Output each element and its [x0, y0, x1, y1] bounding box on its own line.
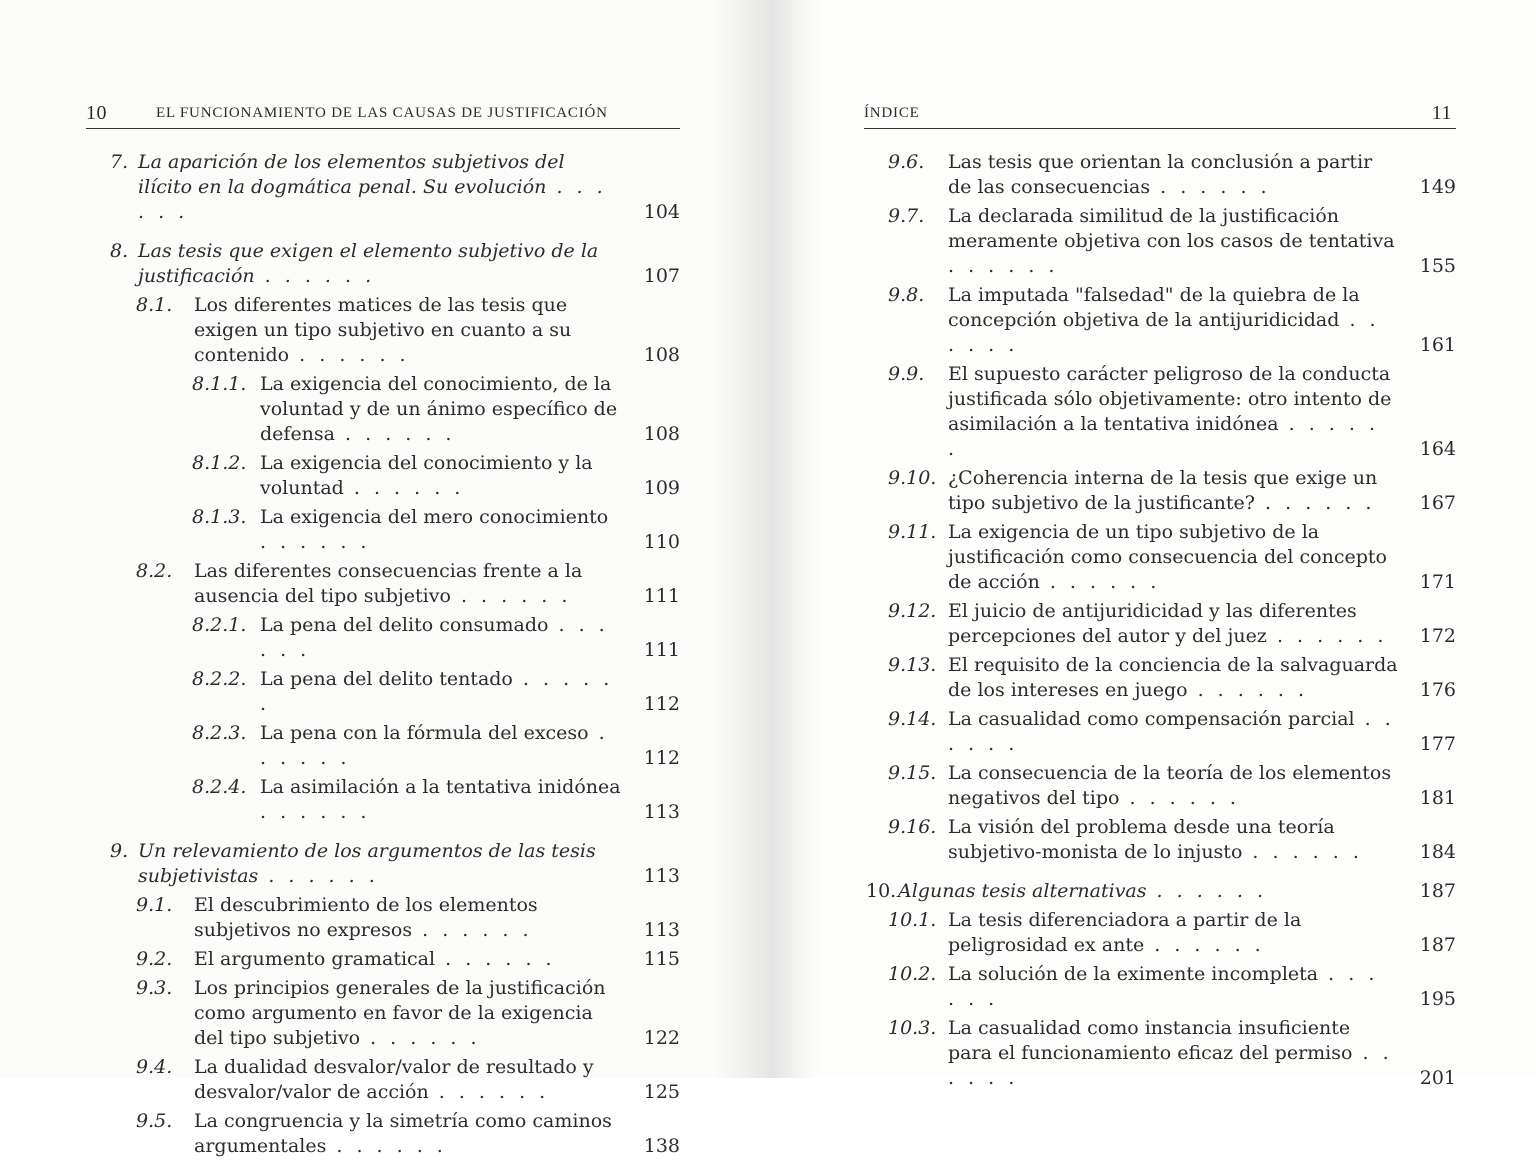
- toc-entry: [888, 466, 1456, 516]
- toc-entry: [110, 839, 680, 889]
- toc-entry-title-text: El descubrimiento de los elementos subjetivos no expresos: [194, 894, 538, 941]
- toc-page-number: 107: [643, 265, 680, 287]
- toc-entry: [888, 520, 1456, 595]
- toc-entry-title-text: La dualidad desvalor/valor de resultado y desvalor/valor de acción: [194, 1056, 594, 1103]
- toc-entry-title: [194, 293, 680, 368]
- toc-leader-dots: . . . . . .: [254, 265, 376, 287]
- toc-entry: [110, 451, 680, 501]
- toc-entry-number: 8.2.3.: [192, 722, 247, 744]
- toc-entry-title-text: ¿Coherencia interna de la tesis que exige un tipo subjetivo de la justificante?: [948, 467, 1378, 514]
- toc-page-number: 181: [1419, 787, 1456, 809]
- toc-leader-dots: . . . . . .: [260, 722, 609, 769]
- toc-entry-title-text: Las tesis que exigen el elemento subjetivo de la justificación: [138, 240, 599, 287]
- toc-entry-title-text: La declarada similitud de la justificación meramente objetiva con los casos de tentativa: [948, 205, 1395, 252]
- toc-page-number: 113: [643, 919, 680, 941]
- toc-page-number: 184: [1419, 841, 1456, 863]
- toc-page-number: 108: [643, 423, 680, 445]
- toc-page-number: 113: [643, 801, 680, 823]
- toc-entry-title: [948, 761, 1456, 811]
- toc-leader-dots: . . . . . .: [260, 801, 371, 823]
- toc-entry-number: 8.1.1.: [192, 373, 247, 395]
- toc-page-number: 177: [1419, 733, 1456, 755]
- toc-page-number: 187: [1419, 934, 1456, 956]
- toc-entry-title-text: La exigencia de un tipo subjetivo de la justificación como consecuencia del concepto de acción: [948, 521, 1387, 593]
- toc-entry: [888, 362, 1456, 462]
- toc-entry: [110, 372, 680, 447]
- toc-entry: [888, 204, 1456, 279]
- toc-entry-title: [948, 466, 1456, 516]
- toc-entry-title-text: La visión del problema desde una teoría subjetivo-monista de lo injusto: [948, 816, 1335, 863]
- toc-entry-title-text: La asimilación a la tentativa inidónea: [260, 776, 621, 798]
- toc-entry-number: 10.1.: [888, 909, 937, 931]
- toc-entry-title: [948, 815, 1456, 865]
- toc-page-number: 111: [643, 639, 680, 661]
- toc-entry: [888, 815, 1456, 865]
- toc-entry: [110, 239, 680, 289]
- toc-entry-number: 9.: [110, 840, 129, 862]
- toc-entry-title-text: El requisito de la conciencia de la salvaguarda de los intereses en juego: [948, 654, 1398, 701]
- toc-entry-title-text: Un relevamiento de los argumentos de las tesis subjetivistas: [138, 840, 596, 887]
- toc-leader-dots: . . . . . .: [1039, 571, 1161, 593]
- toc-page-number: 112: [643, 747, 680, 769]
- toc-entry-number: 9.15.: [888, 762, 937, 784]
- toc-leader-dots: . . . . . .: [335, 423, 456, 445]
- toc-entry-number: 9.6.: [888, 151, 925, 173]
- toc-entry-number: 9.13.: [888, 654, 937, 676]
- right-running-title: ÍNDICE: [864, 105, 920, 121]
- toc-entry-title-text: Las diferentes consecuencias frente a la ausencia del tipo subjetivo: [194, 560, 583, 607]
- toc-page-number: 122: [643, 1027, 680, 1049]
- left-running-title: EL FUNCIONAMIENTO DE LAS CAUSAS DE JUSTIFICACIÓN: [156, 105, 608, 121]
- toc-leader-dots: . . . . . .: [435, 948, 556, 970]
- toc-entry-number: 10.2.: [888, 963, 937, 985]
- toc-entry-number: 9.10.: [888, 467, 937, 489]
- toc-entry-title: [194, 976, 680, 1051]
- toc-page-number: 164: [1419, 438, 1456, 460]
- left-page-number: 10: [86, 102, 107, 124]
- toc-entry-number: 9.14.: [888, 708, 937, 730]
- toc-entry: [888, 653, 1456, 703]
- toc-leader-dots: . . . . . .: [1146, 880, 1267, 902]
- toc-page-number: 149: [1419, 176, 1456, 198]
- toc-page-number: 110: [643, 531, 680, 553]
- toc-entry-title-text: Algunas tesis alternativas: [898, 880, 1147, 902]
- toc-entry-title: [260, 451, 680, 501]
- toc-entry-title: [138, 150, 680, 225]
- toc-entry-title-text: La consecuencia de la teoría de los elementos negativos del tipo: [948, 762, 1392, 809]
- toc-entry-title: [948, 150, 1456, 200]
- toc-leader-dots: . . . . . .: [260, 531, 371, 553]
- toc-entry-number: 10.: [866, 880, 897, 902]
- toc-entry: [888, 962, 1456, 1012]
- toc-entry-title: [194, 893, 680, 943]
- toc-entry-title-text: La pena con la fórmula del exceso: [260, 722, 589, 744]
- toc-entry-number: 9.4.: [136, 1056, 173, 1078]
- toc-entry: [110, 559, 680, 609]
- toc-leader-dots: . . . . . .: [260, 668, 614, 715]
- toc-entry-title: [260, 505, 680, 555]
- toc-entry: [110, 976, 680, 1051]
- toc-page-number: 125: [643, 1081, 680, 1103]
- toc-entry-title-text: Los principios generales de la justificación como argumento en favor de la exigencia del tipo subjetivo: [194, 977, 606, 1049]
- toc-leader-dots: . . . . . .: [1150, 176, 1271, 198]
- toc-entry-title-text: La tesis diferenciadora a partir de la peligrosidad ex ante: [948, 909, 1302, 956]
- toc-entry: [888, 707, 1456, 757]
- toc-leader-dots: . . . . . .: [948, 1042, 1393, 1089]
- toc-entry-title: [194, 1109, 680, 1159]
- toc-leader-dots: . . . . . .: [948, 255, 1059, 277]
- toc-entry-title-text: La congruencia y la simetría como caminos argumentales: [194, 1110, 612, 1157]
- toc-entry-title-text: La pena del delito tentado: [260, 668, 513, 690]
- toc-entry-number: 9.2.: [136, 948, 173, 970]
- toc-entry-title: [260, 721, 680, 771]
- toc-entry-title-text: El argumento gramatical: [194, 948, 436, 970]
- toc-page-number: 172: [1419, 625, 1456, 647]
- toc-leader-dots: . . . . . .: [260, 614, 609, 661]
- toc-entry-number: 9.7.: [888, 205, 925, 227]
- toc-entry-title: [194, 1055, 680, 1105]
- left-page: [0, 0, 760, 1157]
- toc-leader-dots: . . . . . .: [450, 585, 572, 607]
- toc-entry-title: [138, 239, 680, 289]
- toc-leader-dots: . . . . . .: [948, 708, 1395, 755]
- toc-page-number: 167: [1419, 492, 1456, 514]
- toc-entry-title: [138, 839, 680, 889]
- toc-entry-number: 9.8.: [888, 284, 925, 306]
- toc-leader-dots: . . . . . .: [138, 176, 607, 223]
- left-toc-list: [110, 150, 680, 1163]
- toc-page-number: 115: [643, 948, 680, 970]
- toc-leader-dots: . . . . . .: [360, 1027, 481, 1049]
- toc-leader-dots: . . . . . .: [1144, 934, 1265, 956]
- toc-page-number: 138: [643, 1135, 680, 1157]
- toc-page-number: 176: [1419, 679, 1456, 701]
- toc-leader-dots: . . . . . .: [948, 413, 1379, 460]
- toc-entry-number: 9.11.: [888, 521, 937, 543]
- right-page: [760, 0, 1536, 1089]
- toc-page-number: 187: [1419, 880, 1456, 902]
- toc-entry-number: 8.2.: [136, 560, 173, 582]
- toc-entry-title: [948, 204, 1456, 279]
- toc-entry: [110, 893, 680, 943]
- toc-entry-title-text: La exigencia del mero conocimiento: [260, 506, 609, 528]
- toc-entry-title: [948, 520, 1456, 595]
- toc-leader-dots: . . . . . .: [1242, 841, 1363, 863]
- toc-entry: [110, 721, 680, 771]
- toc-entry-title-text: La imputada "falsedad" de la quiebra de la concepción objetiva de la antijuridicidad: [948, 284, 1360, 331]
- toc-leader-dots: . . . . . .: [258, 865, 379, 887]
- toc-entry-title-text: El juicio de antijuridicidad y las diferentes percepciones del autor y del juez: [948, 600, 1357, 647]
- toc-entry-title: [260, 667, 680, 717]
- toc-entry: [888, 283, 1456, 358]
- toc-leader-dots: . . . . . .: [412, 919, 533, 941]
- toc-entry-number: 8.: [110, 240, 129, 262]
- toc-entry-title: [948, 362, 1456, 462]
- toc-entry-number: 8.1.3.: [192, 506, 247, 528]
- toc-entry-number: 8.2.2.: [192, 668, 247, 690]
- toc-entry: [110, 613, 680, 663]
- toc-entry-number: 8.1.: [136, 294, 173, 316]
- toc-page-number: 161: [1419, 334, 1456, 356]
- toc-leader-dots: . . . . . .: [948, 963, 1379, 1010]
- toc-entry-number: 9.12.: [888, 600, 937, 622]
- toc-entry-title: [260, 775, 680, 825]
- toc-leader-dots: . . . . . .: [289, 344, 410, 366]
- toc-entry-title-text: La aparición de los elementos subjetivos del ilícito en la dogmática penal. Su evolución: [138, 151, 565, 198]
- toc-entry: [866, 879, 1456, 904]
- toc-entry: [110, 1109, 680, 1159]
- toc-page-number: 171: [1419, 571, 1456, 593]
- toc-entry-title: [948, 1016, 1456, 1091]
- toc-page-number: 112: [643, 693, 680, 715]
- toc-entry: [110, 775, 680, 825]
- toc-entry: [888, 908, 1456, 958]
- right-running-head: [864, 100, 1456, 129]
- toc-page-number: 104: [643, 201, 680, 223]
- toc-entry: [888, 150, 1456, 200]
- toc-entry-title: [194, 559, 680, 609]
- toc-entry: [110, 505, 680, 555]
- right-page-number: 11: [1431, 102, 1452, 124]
- toc-entry: [110, 293, 680, 368]
- toc-entry-title-text: La exigencia del conocimiento, de la voluntad y de un ánimo específico de defensa: [260, 373, 618, 445]
- toc-entry: [888, 1016, 1456, 1091]
- toc-entry-title-text: La casualidad como instancia insuficiente para el funcionamiento eficaz del permiso: [948, 1017, 1353, 1064]
- toc-entry-number: 9.5.: [136, 1110, 173, 1132]
- toc-entry-number: 8.1.2.: [192, 452, 247, 474]
- toc-entry: [110, 667, 680, 717]
- toc-entry-number: 8.2.1.: [192, 614, 247, 636]
- right-toc-list: [866, 150, 1456, 1095]
- toc-page-number: 155: [1419, 255, 1456, 277]
- toc-entry: [888, 599, 1456, 649]
- toc-entry-title-text: Las tesis que orientan la conclusión a partir de las consecuencias: [948, 151, 1373, 198]
- toc-entry: [110, 1055, 680, 1105]
- toc-entry-title-text: La casualidad como compensación parcial: [948, 708, 1355, 730]
- toc-entry-title-text: La exigencia del conocimiento y la voluntad: [260, 452, 593, 499]
- toc-page-number: 108: [643, 344, 680, 366]
- toc-leader-dots: . . . . . .: [1119, 787, 1240, 809]
- toc-entry-number: 10.3.: [888, 1017, 937, 1039]
- toc-entry-title-text: La pena del delito consumado: [260, 614, 549, 636]
- toc-entry-title: [948, 283, 1456, 358]
- toc-leader-dots: . . . . . .: [1255, 492, 1376, 514]
- toc-page-number: 201: [1419, 1067, 1456, 1089]
- toc-entry-title: [898, 879, 1456, 904]
- toc-entry-number: 7.: [110, 151, 129, 173]
- toc-page-number: 109: [643, 477, 680, 499]
- toc-entry-title: [948, 599, 1456, 649]
- toc-entry-number: 9.16.: [888, 816, 937, 838]
- toc-entry-number: 9.1.: [136, 894, 173, 916]
- toc-leader-dots: . . . . . .: [1187, 679, 1309, 701]
- toc-entry-title-text: Los diferentes matices de las tesis que exigen un tipo subjetivo en cuanto a su contenido: [194, 294, 572, 366]
- toc-entry-number: 9.3.: [136, 977, 173, 999]
- toc-entry-number: 9.9.: [888, 363, 925, 385]
- left-running-head: [86, 100, 680, 129]
- toc-entry-title: [948, 908, 1456, 958]
- toc-leader-dots: . . . . . .: [948, 309, 1380, 356]
- toc-entry-title-text: La solución de la eximente incompleta: [948, 963, 1319, 985]
- toc-entry-title: [948, 707, 1456, 757]
- toc-entry-title: [260, 613, 680, 663]
- toc-page-number: 111: [643, 585, 680, 607]
- toc-entry-title-text: El supuesto carácter peligroso de la conducta justificada sólo objetivamente: otro intento de asimilación a la tentativa inidónea: [948, 363, 1392, 435]
- toc-entry-title: [194, 947, 680, 972]
- toc-page-number: 195: [1419, 988, 1456, 1010]
- toc-leader-dots: . . . . . .: [343, 477, 465, 499]
- toc-entry: [888, 761, 1456, 811]
- toc-entry-title: [260, 372, 680, 447]
- toc-entry: [110, 947, 680, 972]
- toc-leader-dots: . . . . . .: [1266, 625, 1388, 647]
- toc-page-number: 113: [643, 865, 680, 887]
- toc-leader-dots: . . . . . .: [428, 1081, 550, 1103]
- toc-entry-number: 8.2.4.: [192, 776, 247, 798]
- toc-entry-title: [948, 653, 1456, 703]
- toc-leader-dots: . . . . . .: [326, 1135, 447, 1157]
- toc-entry-title: [948, 962, 1456, 1012]
- toc-entry: [110, 150, 680, 225]
